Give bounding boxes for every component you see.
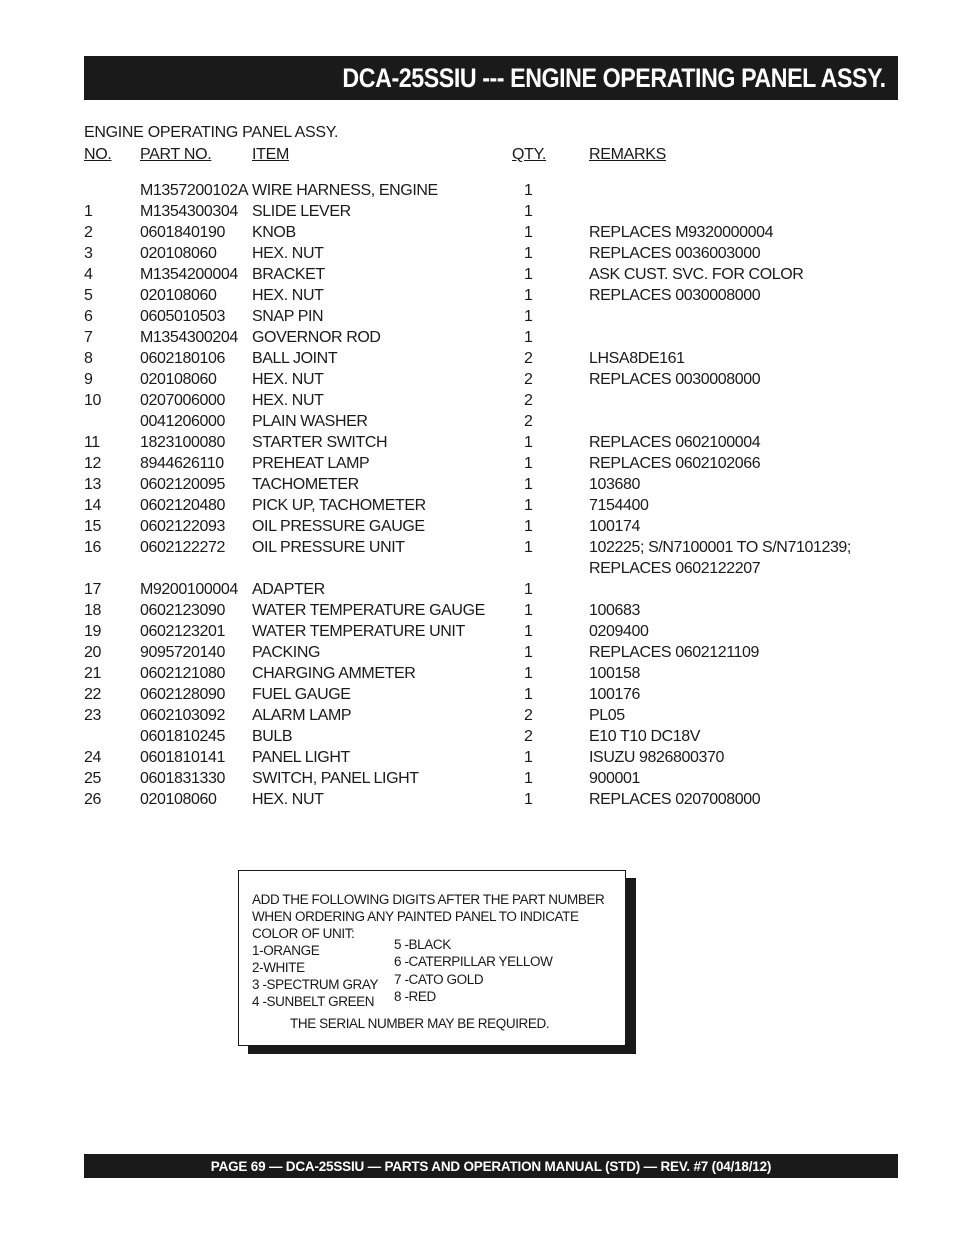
remarks: 102225; S/N7100001 TO S/N7101239; — [589, 539, 851, 556]
quantity: 1 — [524, 602, 533, 619]
remarks: 100176 — [589, 686, 640, 703]
remarks: REPLACES 0036003000 — [589, 245, 761, 262]
column-header-remarks: REMARKS — [589, 146, 667, 163]
quantity: 1 — [524, 329, 533, 346]
part-number-index: 26 — [84, 791, 101, 808]
part-number-index: 17 — [84, 581, 101, 598]
remarks: REPLACES 0602100004 — [589, 434, 761, 451]
table-row — [0, 497, 954, 518]
remarks: 7154400 — [589, 497, 649, 514]
table-row — [0, 329, 954, 350]
footer-text: PAGE 69 — DCA-25SSIU — PARTS AND OPERATION MANUAL (STD) — REV. #7 (04/18/12) — [210, 1158, 772, 1174]
quantity: 1 — [524, 476, 533, 493]
serial-number-note: THE SERIAL NUMBER MAY BE REQUIRED. — [290, 1016, 550, 1031]
remarks: REPLACES 0030008000 — [589, 371, 761, 388]
quantity: 1 — [524, 539, 533, 556]
item-description: STARTER SWITCH — [252, 434, 390, 452]
table-row — [0, 371, 954, 392]
column-header-item: ITEM — [252, 146, 290, 163]
remarks: 100683 — [589, 602, 640, 619]
quantity: 2 — [524, 371, 533, 388]
part-number-index: 22 — [84, 686, 101, 703]
table-row — [0, 350, 954, 371]
part-number: 0602128090 — [140, 686, 225, 703]
item-description: SLIDE LEVER — [252, 203, 351, 220]
quantity: 1 — [524, 308, 533, 325]
part-number: 0602103092 — [140, 707, 225, 724]
item-description: WATER TEMPERATURE UNIT — [252, 623, 468, 641]
quantity: 2 — [524, 350, 533, 367]
item-description: PICK UP, TACHOMETER — [252, 497, 429, 515]
item-description: BULB — [252, 728, 295, 746]
color-code: 7 -CATO GOLD — [394, 972, 484, 987]
part-number: 020108060 — [140, 791, 217, 808]
part-number: 0601831330 — [140, 770, 225, 787]
part-number: 0207006000 — [140, 392, 225, 409]
item-description: HEX. NUT — [252, 287, 326, 305]
item-description: SNAP PIN — [252, 308, 324, 325]
item-description: WIRE HARNESS, ENGINE — [252, 182, 438, 199]
item-description: HEX. NUT — [252, 371, 326, 389]
remarks: E10 T10 DC18V — [589, 728, 701, 745]
part-number: M1354300204 — [140, 329, 238, 346]
quantity: 1 — [524, 434, 533, 451]
remarks: LHSA8DE161 — [589, 350, 685, 367]
page-title: DCA-25SSIU --- ENGINE OPERATING PANEL ASSY. — [342, 62, 886, 93]
table-row — [0, 266, 954, 287]
part-number: 0602120095 — [140, 476, 225, 493]
part-number-index: 20 — [84, 644, 101, 661]
table-row — [0, 518, 954, 539]
note-line: WHEN ORDERING ANY PAINTED PANEL TO INDICATE — [252, 909, 579, 924]
quantity: 2 — [524, 728, 533, 745]
remarks: ASK CUST. SVC. FOR COLOR — [589, 266, 804, 283]
quantity: 1 — [524, 266, 533, 283]
color-code: 4 -SUNBELT GREEN — [252, 994, 375, 1009]
item-description: HEX. NUT — [252, 791, 326, 809]
remarks: REPLACES 0602121109 — [589, 644, 760, 661]
table-row — [0, 287, 954, 308]
quantity: 1 — [524, 455, 533, 472]
color-code: 8 -RED — [394, 989, 436, 1004]
part-number: 9095720140 — [140, 644, 225, 661]
quantity: 1 — [524, 224, 533, 241]
note-line: ADD THE FOLLOWING DIGITS AFTER THE PART NUMBER — [252, 892, 605, 907]
table-row — [0, 665, 954, 686]
item-description: HEX. NUT — [252, 245, 326, 263]
item-description: SWITCH, PANEL LIGHT — [252, 770, 422, 788]
quantity: 1 — [524, 749, 533, 766]
part-number: 0602120480 — [140, 497, 225, 514]
item-description: WATER TEMPERATURE GAUGE — [252, 602, 488, 620]
part-number-index: 25 — [84, 770, 101, 787]
item-description: PLAIN WASHER — [252, 413, 368, 430]
part-number-index: 5 — [84, 287, 93, 304]
quantity: 1 — [524, 182, 533, 199]
table-row — [0, 539, 954, 560]
table-row — [0, 413, 954, 434]
part-number-index: 1 — [84, 203, 93, 220]
part-number: M1357200102A — [140, 182, 249, 199]
part-number-index: 18 — [84, 602, 101, 619]
quantity: 2 — [524, 707, 533, 724]
item-description: PREHEAT LAMP — [252, 455, 372, 473]
item-description: PACKING — [252, 644, 323, 662]
part-number: 0601810245 — [140, 728, 225, 745]
item-description: PANEL LIGHT — [252, 749, 353, 767]
table-row — [0, 245, 954, 266]
page-header — [84, 56, 898, 100]
table-row — [0, 791, 954, 812]
part-number: 020108060 — [140, 287, 217, 304]
part-number-index: 7 — [84, 329, 93, 346]
item-description: BALL JOINT — [252, 350, 340, 368]
remarks: REPLACES 0207008000 — [589, 791, 761, 808]
table-row — [0, 392, 954, 413]
column-header-qty: QTY. — [512, 146, 547, 163]
quantity: 1 — [524, 770, 533, 787]
part-number: 020108060 — [140, 245, 217, 262]
part-number: 0602122093 — [140, 518, 225, 535]
part-number: 0602122272 — [140, 539, 225, 556]
part-number-index: 9 — [84, 371, 93, 388]
column-headers — [0, 146, 954, 166]
part-number-index: 10 — [84, 392, 101, 409]
quantity: 1 — [524, 518, 533, 535]
table-row — [0, 308, 954, 329]
table-row — [0, 182, 954, 203]
part-number-index: 11 — [84, 434, 100, 451]
quantity: 1 — [524, 581, 533, 598]
quantity: 2 — [524, 413, 533, 430]
table-row — [0, 455, 954, 476]
parts-list — [0, 182, 954, 812]
item-description: OIL PRESSURE UNIT — [252, 539, 408, 557]
part-number: M1354200004 — [140, 266, 238, 283]
page-footer — [84, 1154, 898, 1178]
item-description: KNOB — [252, 224, 299, 242]
column-header-no: NO. — [84, 146, 112, 163]
table-row — [0, 224, 954, 245]
part-number-index: 14 — [84, 497, 101, 514]
quantity: 1 — [524, 287, 533, 304]
table-row — [0, 686, 954, 707]
table-row — [0, 602, 954, 623]
part-number: 020108060 — [140, 371, 217, 388]
part-number: 0602121080 — [140, 665, 225, 682]
part-number-index: 13 — [84, 476, 101, 493]
quantity: 1 — [524, 665, 533, 682]
remarks: 0209400 — [589, 623, 649, 640]
color-code: 2-WHITE — [252, 960, 305, 975]
part-number: 0602123090 — [140, 602, 225, 619]
part-number: 0602180106 — [140, 350, 225, 367]
table-row — [0, 707, 954, 728]
table-row — [0, 623, 954, 644]
remarks: 100158 — [589, 665, 640, 682]
part-number-index: 19 — [84, 623, 101, 640]
remarks: ISUZU 9826800370 — [589, 749, 725, 766]
remarks: 900001 — [589, 770, 640, 787]
part-number-index: 15 — [84, 518, 101, 535]
note-line: COLOR OF UNIT: — [252, 926, 355, 941]
part-number: 8944626110 — [140, 455, 224, 472]
remarks: 100174 — [589, 518, 640, 535]
part-number: 0601840190 — [140, 224, 225, 241]
item-description: TACHOMETER — [252, 476, 362, 494]
quantity: 1 — [524, 623, 533, 640]
item-description: HEX. NUT — [252, 392, 324, 409]
quantity: 2 — [524, 392, 533, 409]
color-code: 3 -SPECTRUM GRAY — [252, 977, 379, 992]
remarks: PL05 — [589, 707, 625, 724]
item-description: ADAPTER — [252, 581, 325, 598]
table-row — [0, 560, 954, 581]
part-number: 1823100080 — [140, 434, 225, 451]
color-code: 6 -CATERPILLAR YELLOW — [394, 954, 553, 969]
part-number-index: 6 — [84, 308, 93, 325]
remarks: 103680 — [589, 476, 640, 493]
part-number-index: 21 — [84, 665, 101, 682]
quantity: 1 — [524, 644, 533, 661]
color-code: 5 -BLACK — [394, 937, 451, 952]
part-number-index: 16 — [84, 539, 101, 556]
color-code: 1-ORANGE — [252, 943, 320, 958]
item-description: FUEL GAUGE — [252, 686, 354, 704]
part-number: 0602123201 — [140, 623, 225, 640]
table-row — [0, 476, 954, 497]
remarks: REPLACES 0602122207 — [589, 560, 761, 577]
part-number: M9200100004 — [140, 581, 238, 598]
part-number-index: 8 — [84, 350, 93, 367]
part-number-index: 23 — [84, 707, 101, 724]
part-number-index: 2 — [84, 224, 93, 241]
table-row — [0, 749, 954, 770]
part-number: 0601810141 — [140, 749, 225, 766]
table-row — [0, 728, 954, 749]
part-number-index: 12 — [84, 455, 101, 472]
remarks: REPLACES 0602102066 — [589, 455, 761, 472]
remarks: REPLACES 0030008000 — [589, 287, 761, 304]
quantity: 1 — [524, 791, 533, 808]
part-number-index: 4 — [84, 266, 93, 283]
item-description: CHARGING AMMETER — [252, 665, 418, 683]
table-row — [0, 581, 954, 602]
part-number: 0041206000 — [140, 413, 225, 430]
table-row — [0, 434, 954, 455]
item-description: BRACKET — [252, 266, 328, 284]
table-row — [0, 644, 954, 665]
column-header-part-no: PART NO. — [140, 146, 212, 163]
part-number-index: 3 — [84, 245, 93, 262]
part-number: M1354300304 — [140, 203, 238, 220]
table-row — [0, 770, 954, 791]
paint-color-note — [238, 870, 626, 1046]
item-description: ALARM LAMP — [252, 707, 354, 725]
section-title: ENGINE OPERATING PANEL ASSY. — [84, 124, 339, 141]
remarks: REPLACES M9320000004 — [589, 224, 774, 241]
table-row — [0, 203, 954, 224]
item-description: GOVERNOR ROD — [252, 329, 381, 346]
part-number-index: 24 — [84, 749, 101, 766]
quantity: 1 — [524, 497, 533, 514]
quantity: 1 — [524, 203, 533, 220]
part-number: 0605010503 — [140, 308, 225, 325]
item-description: OIL PRESSURE GAUGE — [252, 518, 428, 536]
quantity: 1 — [524, 686, 533, 703]
quantity: 1 — [524, 245, 533, 262]
